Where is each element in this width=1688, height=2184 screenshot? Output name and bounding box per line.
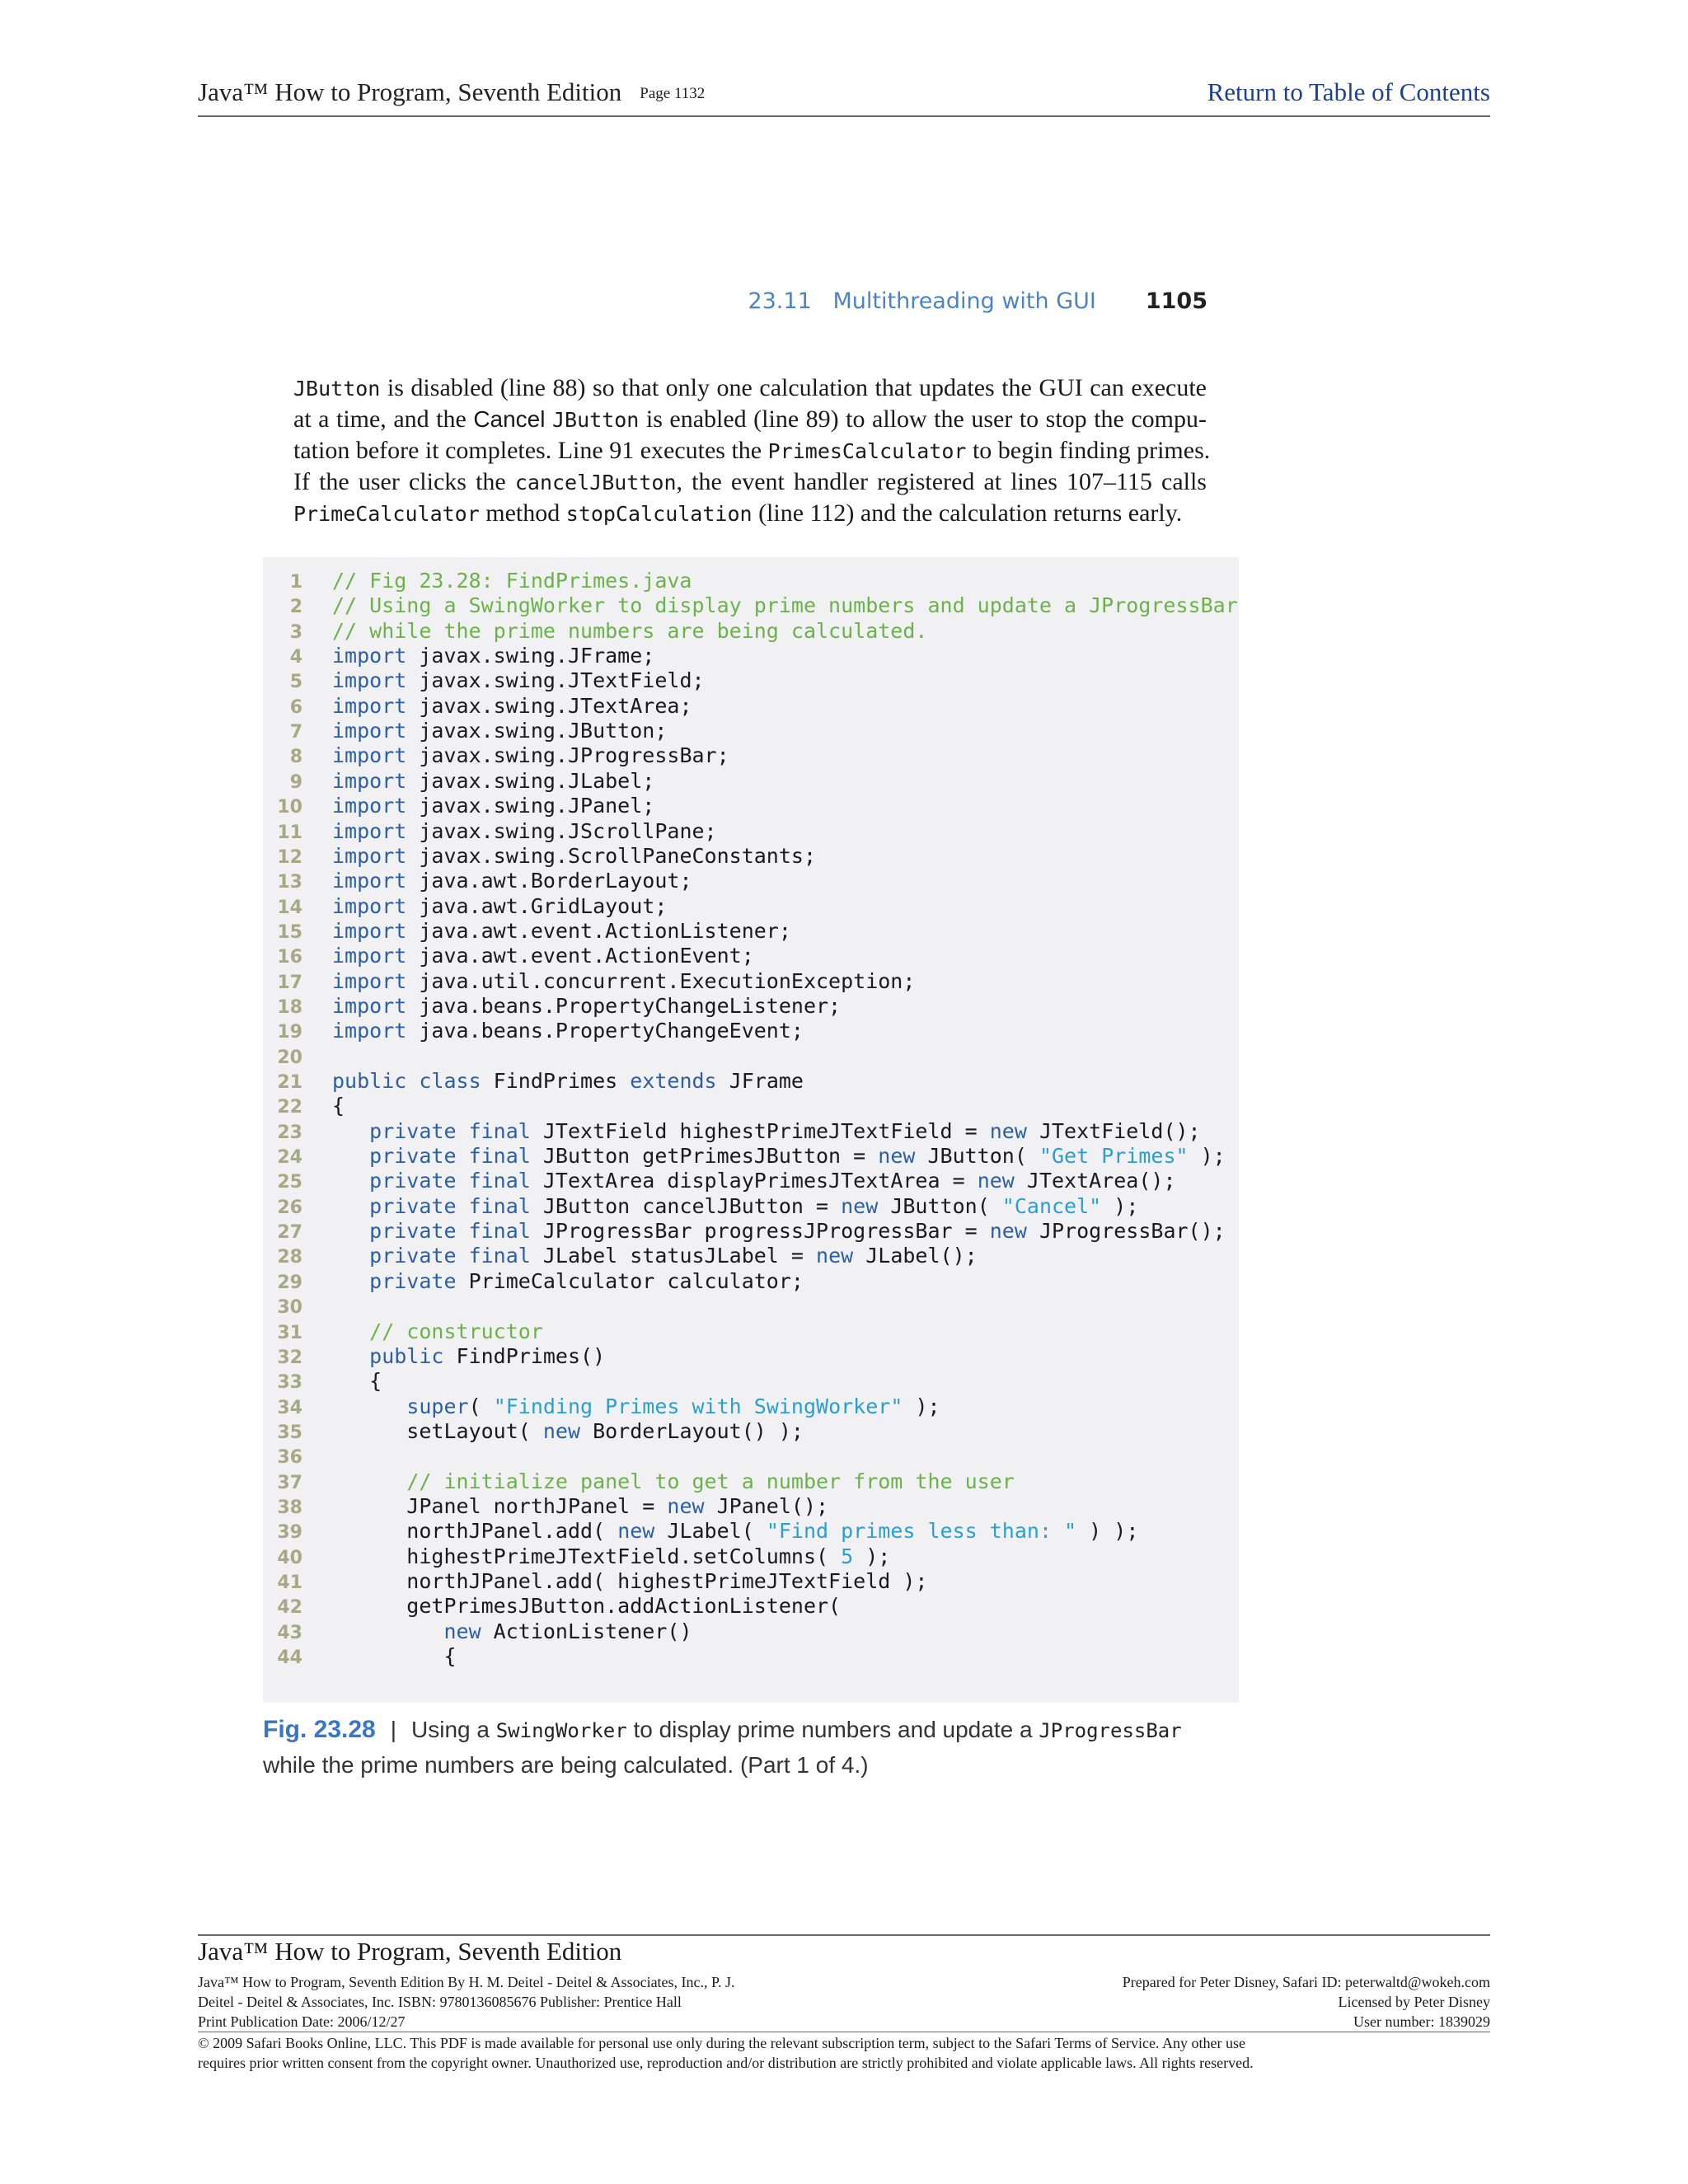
code-token [332, 1119, 369, 1143]
code-line [263, 593, 1238, 618]
code-token: ActionListener() [481, 1619, 692, 1643]
code-token: javax.swing.JFrame; [406, 644, 655, 668]
footer-divider [198, 1934, 1490, 1936]
code-keyword: super [406, 1394, 469, 1418]
code-line [263, 693, 692, 719]
code-keyword: import [332, 893, 407, 918]
code-token [332, 1219, 369, 1243]
code-token: FindPrimes [481, 1069, 631, 1093]
code-token: javax.swing.JScrollPane; [406, 818, 717, 843]
code-keyword: import [332, 944, 407, 968]
code-keyword: import [332, 968, 407, 993]
code-token: northJPanel.add( [332, 1519, 618, 1544]
code-token [332, 1169, 369, 1193]
code-line [263, 1343, 606, 1369]
code-line [263, 1544, 891, 1569]
page-label: Page 1132 [640, 85, 706, 102]
code-line [263, 918, 791, 944]
code-keyword: import [332, 869, 407, 893]
line-number: 23 [277, 1122, 302, 1143]
code-text [332, 1268, 804, 1294]
code-keyword: import [332, 818, 407, 843]
code-text [332, 918, 791, 944]
caption-code-2: JProgressBar [1039, 1719, 1182, 1742]
caption-line-1 [263, 1713, 1252, 1748]
code-token [332, 1244, 369, 1268]
inline-code: JButton [552, 408, 640, 432]
code-token: { [332, 1644, 457, 1669]
code-text [332, 943, 754, 968]
code-keyword: public class [332, 1069, 481, 1093]
code-text [332, 993, 841, 1019]
figure-caption [263, 1713, 1252, 1783]
code-token: java.awt.event.ActionEvent; [406, 944, 754, 968]
inline-code: JButton [293, 377, 381, 401]
code-text [332, 1343, 605, 1369]
code-keyword: private final [369, 1144, 531, 1169]
inline-code: cancelJButton [514, 471, 677, 494]
caption-code-1: SwingWorker [495, 1719, 627, 1742]
line-number: 35 [277, 1422, 302, 1443]
code-keyword: private final [369, 1219, 531, 1244]
line-number: 33 [277, 1372, 302, 1394]
code-token: java.beans.PropertyChangeEvent; [406, 1019, 804, 1043]
code-line [263, 1043, 302, 1069]
line-number: 24 [277, 1147, 302, 1169]
code-keyword: private final [369, 1193, 531, 1218]
code-token: javax.swing.JTextArea; [406, 693, 692, 718]
code-line [263, 1118, 1201, 1144]
code-line [263, 868, 692, 893]
paragraph-line [293, 466, 1207, 498]
code-line [263, 1518, 1139, 1544]
code-line [263, 1493, 829, 1519]
line-number: 41 [277, 1572, 302, 1593]
line-number: 10 [277, 797, 302, 818]
code-token: javax.swing.ScrollPaneConstants; [406, 843, 817, 868]
line-number: 14 [277, 897, 302, 918]
line-number: 16 [277, 947, 302, 968]
code-text [332, 743, 729, 768]
code-text [332, 668, 705, 693]
code-line [263, 643, 655, 668]
code-line [263, 818, 717, 844]
line-number: 20 [277, 1047, 302, 1068]
code-token: JProgressBar(); [1026, 1219, 1226, 1244]
running-head [748, 288, 1207, 314]
code-token: { [332, 1369, 382, 1394]
code-keyword: import [332, 993, 407, 1018]
code-keyword: extends [630, 1069, 717, 1093]
line-number: 43 [277, 1622, 302, 1643]
code-text [332, 1068, 804, 1094]
line-number: 26 [277, 1197, 302, 1218]
caption-text-1: Using a [411, 1717, 496, 1742]
body-paragraph [293, 373, 1211, 529]
code-line [263, 1394, 940, 1419]
paragraph-text: method [479, 499, 566, 527]
code-text [332, 618, 927, 644]
code-literal: "Finding Primes with SwingWorker" [493, 1394, 903, 1418]
footer-user-number: User number: 1839029 [1353, 2013, 1490, 2030]
code-text [332, 1118, 1201, 1144]
paragraph-line [293, 373, 1207, 404]
code-token [332, 1144, 369, 1168]
code-line [263, 1469, 1015, 1494]
header-divider [198, 115, 1490, 117]
line-number: 21 [277, 1072, 302, 1093]
paragraph-text: If the user clicks the [293, 468, 515, 495]
footer-licensed-by: Licensed by Peter Disney [1338, 1994, 1490, 2010]
paragraph-text: is enabled (line 89) to allow the user to stop the compu- [639, 405, 1207, 433]
code-keyword: new [816, 1244, 854, 1268]
code-keyword: import [332, 644, 407, 668]
footer-publication-date: Print Publication Date: 2006/12/27 [198, 2013, 406, 2030]
code-text [332, 1368, 382, 1394]
line-number: 9 [289, 771, 302, 793]
line-number: 12 [277, 846, 302, 868]
code-token: JTextField(); [1026, 1118, 1201, 1143]
footer-title: Java™ How to Program, Seventh Edition [198, 1937, 622, 1966]
code-line [263, 1368, 382, 1394]
code-token: ); [903, 1394, 940, 1418]
line-number: 15 [277, 921, 302, 943]
code-text [332, 1418, 804, 1444]
section-title: 23.11 Multithreading with GUI [748, 288, 1096, 314]
code-text [332, 818, 717, 844]
code-token: PrimeCalculator calculator; [456, 1268, 804, 1293]
code-line [263, 743, 729, 768]
code-keyword: new [443, 1619, 481, 1643]
code-keyword: new [878, 1144, 916, 1169]
code-line [263, 793, 655, 818]
code-line [263, 1143, 1226, 1169]
code-keyword: import [332, 918, 407, 943]
code-token: javax.swing.JLabel; [406, 768, 655, 793]
line-number: 44 [277, 1647, 302, 1669]
code-text [332, 593, 1238, 618]
code-token [332, 1394, 406, 1418]
code-token: JTextArea(); [1014, 1169, 1176, 1193]
code-text [332, 643, 654, 668]
line-number: 4 [289, 647, 302, 668]
code-keyword: private final [369, 1244, 531, 1268]
code-line [263, 1319, 543, 1344]
code-text [332, 1518, 1138, 1544]
footer-copyright-1: © 2009 Safari Books Online, LLC. This PDF is made available for personal use only during the relevant subscription term, subject to the Safari Terms of Service. Any other use [198, 2035, 1245, 2051]
code-line [263, 1568, 928, 1594]
code-text [332, 768, 654, 794]
code-comment: // Using a SwingWorker to display prime numbers and update a JProgressBar [332, 593, 1238, 618]
code-token: { [332, 1094, 345, 1118]
code-keyword: private final [369, 1169, 531, 1193]
line-number: 17 [277, 972, 302, 993]
code-token: ( [468, 1394, 494, 1418]
inline-code: PrimeCalculator [293, 502, 480, 526]
code-text [332, 1643, 457, 1669]
code-comment: // Fig 23.28: FindPrimes.java [332, 569, 692, 593]
code-text [332, 1619, 692, 1644]
code-token: JLabel statusJLabel = [530, 1244, 817, 1268]
code-keyword: import [332, 768, 407, 793]
code-token: javax.swing.JTextField; [406, 668, 705, 693]
code-line [263, 1293, 302, 1319]
code-text [332, 868, 692, 893]
line-number: 32 [277, 1347, 302, 1368]
line-number: 5 [289, 672, 302, 693]
footer-book-info-2: Deitel - Deitel & Associates, Inc. ISBN: 9780136085676 Publisher: Prentice Hall [198, 1994, 682, 2010]
paragraph-text: to begin finding primes. [966, 437, 1211, 464]
line-number: 36 [277, 1447, 302, 1469]
code-token [332, 1319, 369, 1343]
paragraph-text: at a time, and the [293, 405, 474, 433]
code-token: highestPrimeJTextField.setColumns( [332, 1544, 842, 1568]
code-line [263, 1268, 804, 1294]
code-text [332, 1544, 890, 1569]
paragraph-text: tation before it completes. Line 91 executes the [293, 437, 768, 464]
code-line [263, 1593, 842, 1619]
code-text [332, 1168, 1176, 1193]
line-number: 3 [289, 621, 302, 643]
code-text [332, 1243, 978, 1268]
code-line [263, 1068, 804, 1094]
code-comment: // initialize panel to get a number from the user [406, 1469, 1015, 1493]
code-text [332, 1193, 1138, 1219]
paragraph-line [293, 435, 1211, 466]
code-text [332, 1568, 927, 1594]
code-line [263, 943, 754, 968]
code-text [332, 718, 667, 743]
code-token: JProgressBar progressJProgressBar = [530, 1219, 990, 1244]
code-comment: // while the prime numbers are being calculated. [332, 618, 928, 643]
code-line [263, 1018, 804, 1043]
code-text [332, 843, 816, 869]
code-line [263, 993, 842, 1019]
line-number: 6 [289, 696, 302, 718]
code-line [263, 1643, 457, 1669]
paragraph-text: is disabled (line 88) so that only one calculation that updates the GUI can execute [380, 374, 1207, 401]
paragraph-text: , the event handler registered at lines 107–115 calls [676, 468, 1207, 495]
paragraph-line [293, 404, 1207, 435]
code-line [263, 893, 668, 919]
code-literal: 5 [841, 1544, 854, 1568]
code-token: javax.swing.JPanel; [406, 794, 655, 818]
code-token: JButton getPrimesJButton = [530, 1144, 879, 1169]
code-token: northJPanel.add( highestPrimeJTextField ); [332, 1569, 928, 1593]
code-keyword: new [542, 1418, 581, 1443]
code-line [263, 843, 817, 869]
line-number: 34 [277, 1397, 302, 1418]
code-token: JButton( [878, 1193, 1002, 1218]
code-token: ) ); [1076, 1519, 1139, 1544]
code-line [263, 1168, 1176, 1193]
page-header [198, 77, 705, 107]
line-number: 19 [277, 1022, 302, 1043]
code-token: javax.swing.JProgressBar; [406, 743, 729, 768]
code-line [263, 768, 655, 794]
code-keyword: import [332, 719, 407, 743]
code-token: ); [853, 1544, 891, 1568]
code-line [263, 1093, 345, 1118]
code-keyword: import [332, 1019, 407, 1043]
paragraph-text: Cancel [473, 406, 546, 432]
inline-code: PrimesCalculator [767, 439, 967, 463]
line-number: 7 [289, 722, 302, 743]
code-line [263, 1218, 1226, 1244]
code-line [263, 618, 928, 644]
caption-text-2: to display prime numbers and update a [626, 1717, 1039, 1742]
line-number: 2 [289, 597, 302, 618]
code-token: JPanel(); [704, 1493, 829, 1518]
code-token: BorderLayout() ); [580, 1418, 804, 1443]
line-number: 40 [277, 1547, 302, 1568]
code-token: setLayout( [332, 1418, 543, 1443]
code-token [332, 1344, 369, 1368]
code-token: java.awt.BorderLayout; [406, 869, 692, 893]
code-keyword: new [989, 1219, 1027, 1244]
code-keyword: new [989, 1118, 1027, 1143]
code-keyword: import [332, 668, 407, 693]
footer-copyright-2: requires prior written consent from the copyright owner. Unauthorized use, reproduction and/or distribution are strictly prohibited and violate applicable laws. All rights reserved. [198, 2055, 1254, 2071]
line-number: 42 [277, 1597, 302, 1619]
code-text [332, 1394, 940, 1419]
code-line [263, 1418, 804, 1444]
code-token: getPrimesJButton.addActionListener( [332, 1594, 842, 1619]
code-token [332, 1469, 406, 1493]
code-keyword: private final [369, 1118, 531, 1143]
code-text [332, 1493, 828, 1519]
code-keyword: new [977, 1169, 1015, 1193]
code-token: java.util.concurrent.ExecutionException; [406, 968, 916, 993]
code-token: java.awt.event.ActionListener; [406, 918, 791, 943]
line-number: 25 [277, 1172, 302, 1193]
line-number: 1 [289, 572, 302, 593]
code-token: java.awt.GridLayout; [406, 893, 668, 918]
code-token: JLabel( [654, 1519, 767, 1544]
code-line [263, 1619, 692, 1644]
code-keyword: new [667, 1493, 705, 1518]
code-line [263, 1193, 1139, 1219]
line-number: 27 [277, 1222, 302, 1244]
code-token: JFrame [716, 1069, 804, 1093]
inline-code: stopCalculation [565, 502, 753, 526]
code-token: JButton cancelJButton = [530, 1193, 842, 1218]
code-token [332, 1194, 369, 1218]
line-number: 11 [277, 822, 302, 843]
code-line [263, 1243, 978, 1268]
code-keyword: public [369, 1343, 444, 1368]
code-text [332, 1018, 804, 1043]
code-text [332, 1319, 543, 1344]
code-literal: "Get Primes" [1039, 1144, 1189, 1169]
line-number: 31 [277, 1322, 302, 1343]
line-number: 18 [277, 996, 302, 1018]
line-number: 22 [277, 1097, 302, 1118]
book-page-number: 1105 [1145, 288, 1207, 314]
code-keyword: import [332, 693, 407, 718]
code-text [332, 693, 692, 719]
code-token: java.beans.PropertyChangeListener; [406, 993, 842, 1018]
code-token: JLabel(); [853, 1244, 978, 1268]
code-keyword: new [617, 1519, 655, 1544]
code-token [332, 1269, 369, 1293]
footer-prepared-for: Prepared for Peter Disney, Safari ID: peterwaltd@wokeh.com [1122, 1974, 1490, 1990]
code-text [332, 1143, 1226, 1169]
code-token: JButton( [915, 1144, 1039, 1169]
code-token: JTextArea displayPrimesJTextArea = [530, 1169, 978, 1193]
paragraph-text: (line 112) and the calculation returns early. [752, 499, 1183, 527]
code-keyword: import [332, 743, 407, 768]
line-number: 29 [277, 1272, 302, 1293]
code-text [332, 1093, 345, 1118]
code-comment: // constructor [369, 1319, 543, 1343]
line-number: 13 [277, 872, 302, 893]
code-token: JTextField highestPrimeJTextField = [530, 1118, 990, 1143]
paragraph-line [293, 498, 1207, 529]
line-number: 37 [277, 1472, 302, 1493]
code-token: javax.swing.JButton; [406, 719, 668, 743]
code-line [263, 1443, 302, 1469]
code-token: ); [1188, 1144, 1226, 1169]
book-title: Java™ How to Program, Seventh Edition [198, 77, 622, 106]
line-number: 28 [277, 1247, 302, 1268]
code-token: FindPrimes() [443, 1343, 606, 1368]
code-line [263, 968, 916, 994]
code-line [263, 668, 705, 693]
line-number: 38 [277, 1497, 302, 1518]
code-text [332, 568, 692, 593]
code-text [332, 793, 654, 818]
footer-book-info-1: Java™ How to Program, Seventh Edition By H. M. Deitel - Deitel & Associates, Inc., P. J. [198, 1974, 735, 1990]
code-line [263, 568, 692, 593]
code-token [332, 1619, 443, 1643]
code-token: ); [1101, 1193, 1139, 1218]
code-keyword: private [369, 1268, 457, 1293]
line-number: 8 [289, 747, 302, 768]
code-keyword: import [332, 794, 407, 818]
code-text [332, 1218, 1226, 1244]
code-literal: "Cancel" [1001, 1193, 1102, 1218]
line-number: 30 [277, 1297, 302, 1319]
code-text [332, 1593, 841, 1619]
line-number: 39 [277, 1522, 302, 1544]
code-keyword: new [841, 1193, 879, 1218]
code-literal: "Find primes less than: " [766, 1519, 1077, 1544]
code-line [263, 718, 668, 743]
paragraph-text [545, 405, 552, 433]
code-token: JPanel northJPanel = [332, 1493, 668, 1518]
code-keyword: import [332, 843, 407, 868]
return-to-toc-link[interactable]: Return to Table of Contents [1207, 77, 1490, 106]
caption-line-2: while the prime numbers are being calculated. (Part 1 of 4.) [263, 1752, 869, 1778]
figure-label: Fig. 23.28 [263, 1716, 376, 1743]
code-text [332, 1469, 1015, 1494]
caption-separator: | [390, 1717, 397, 1742]
code-text [332, 968, 915, 994]
code-text [332, 893, 667, 919]
